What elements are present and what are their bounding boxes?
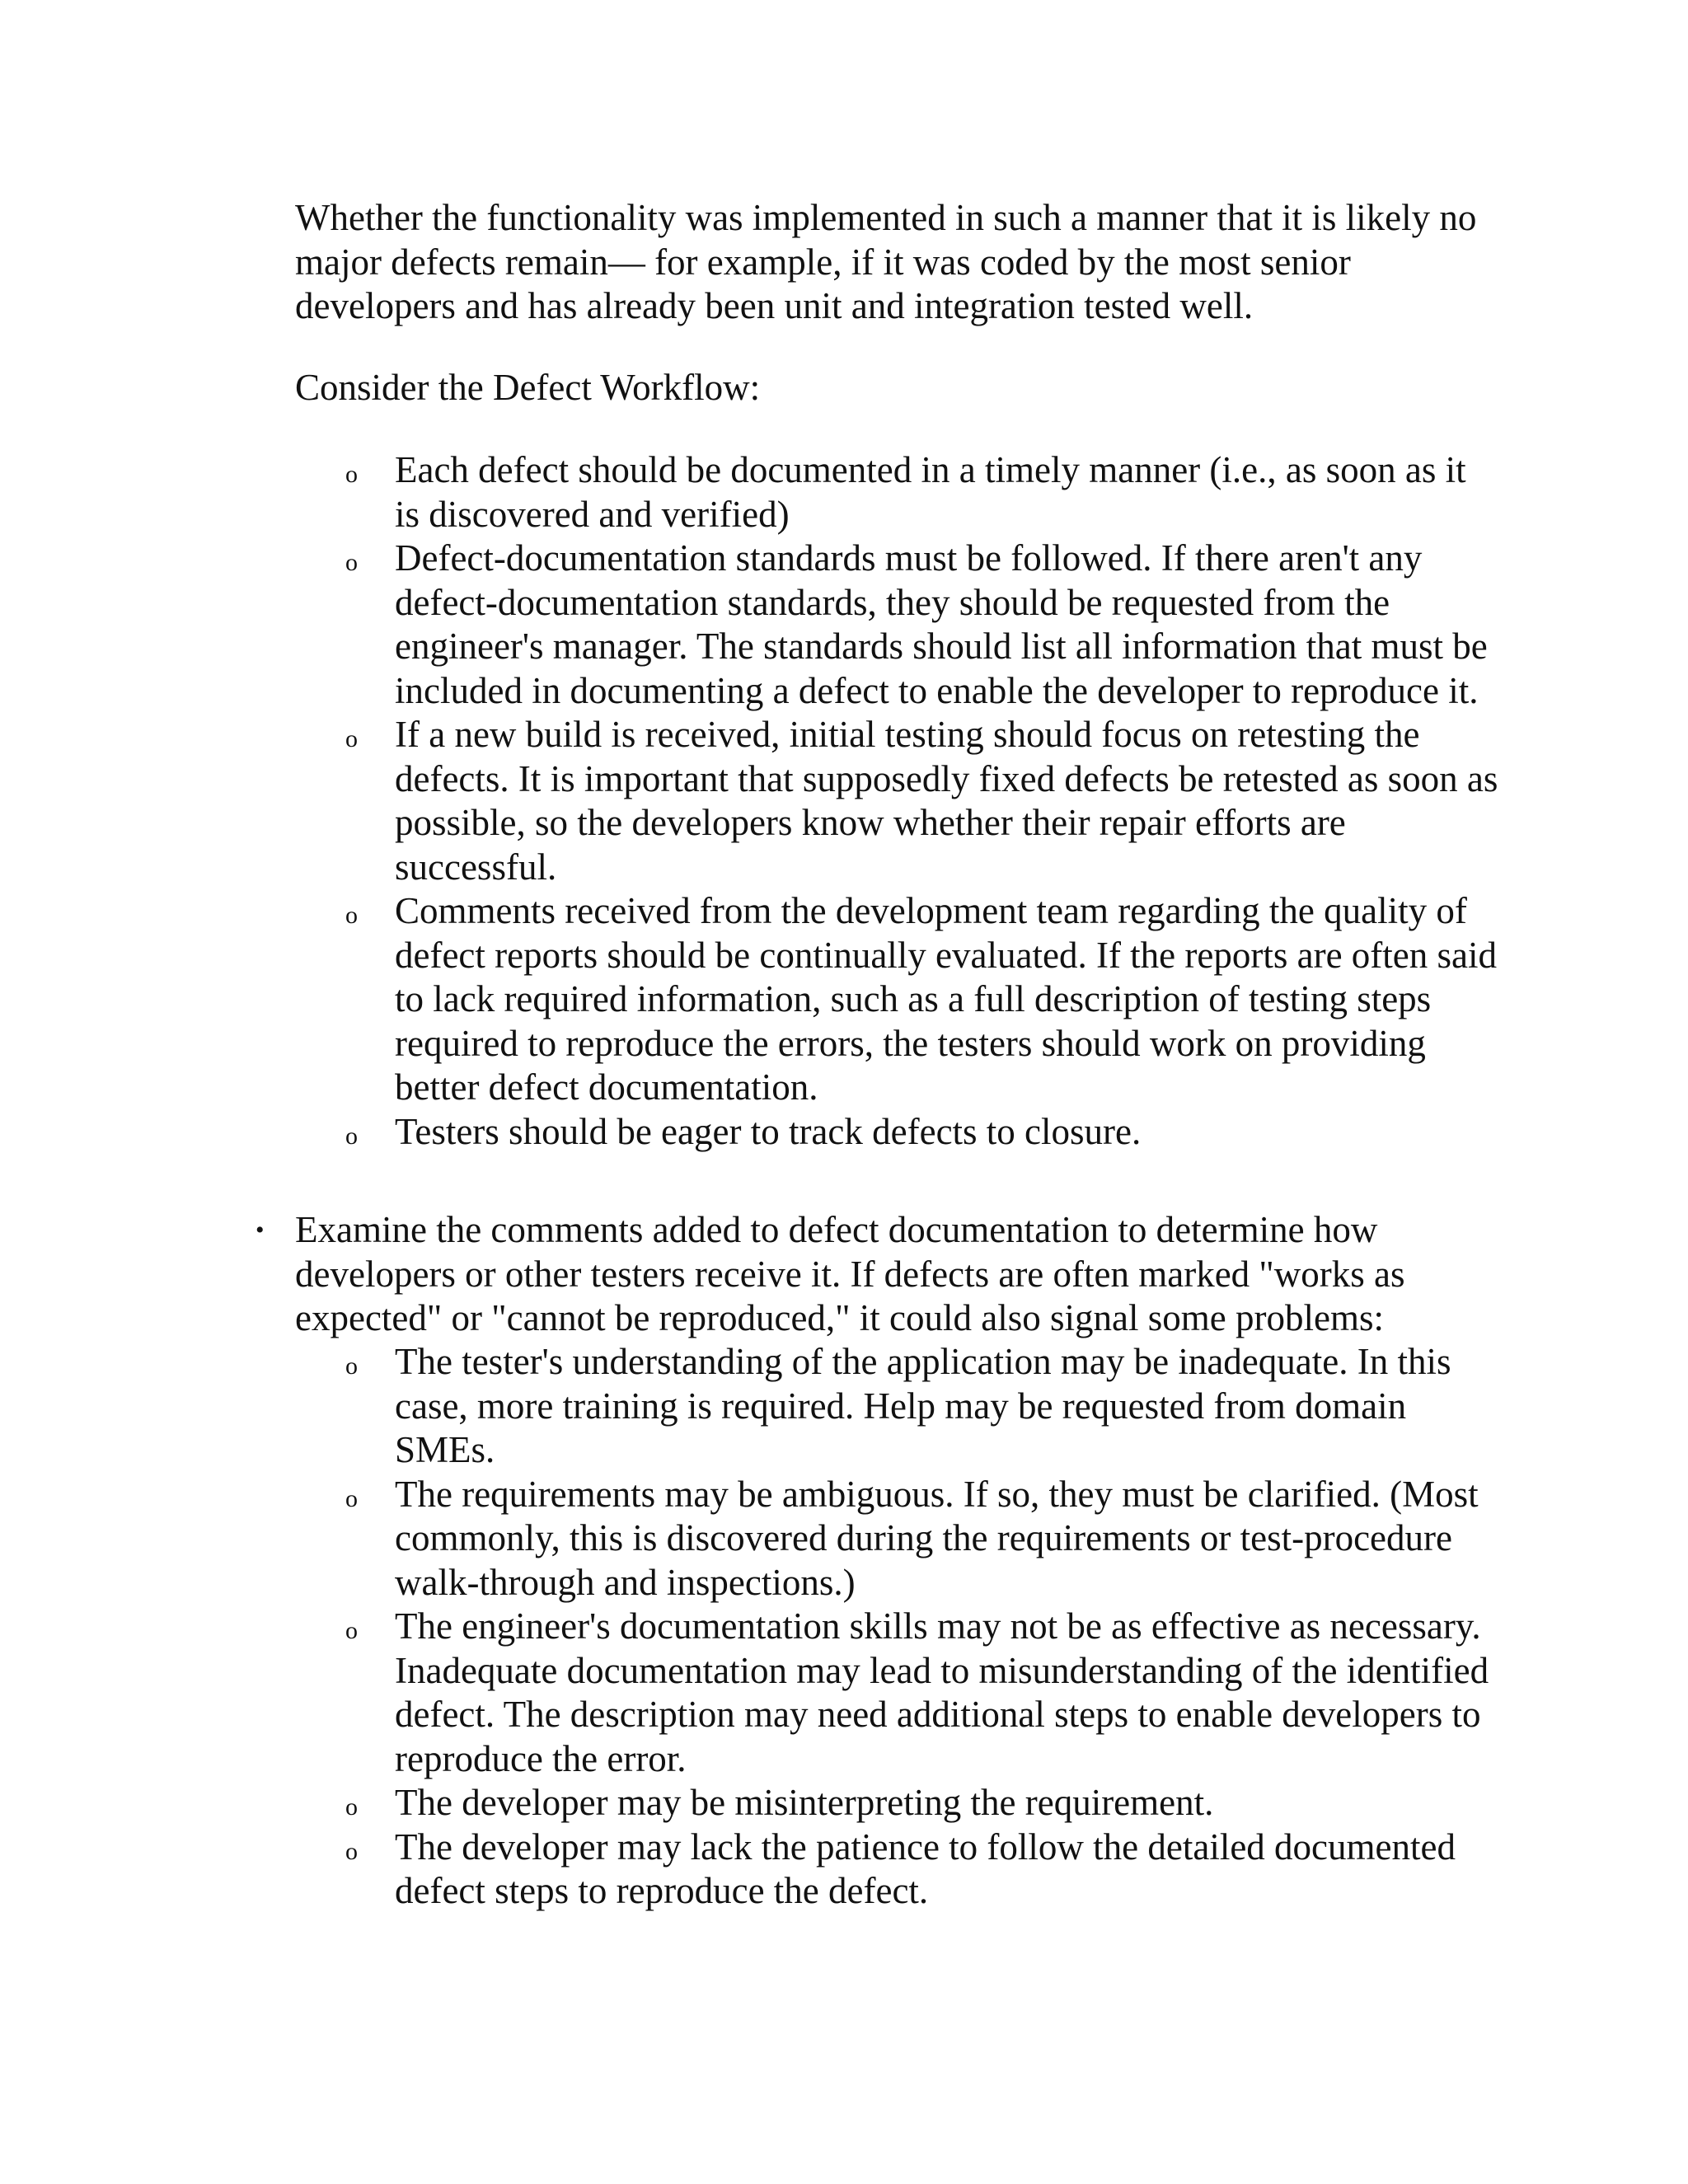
circle-bullet-icon: o bbox=[345, 1352, 358, 1380]
circle-bullet-icon: o bbox=[345, 1837, 358, 1865]
circle-bullet-icon: o bbox=[345, 1122, 358, 1150]
list-item bbox=[345, 537, 1499, 713]
circle-bullet-icon: o bbox=[345, 725, 358, 752]
examine-list bbox=[256, 1208, 1498, 1341]
intro-paragraph: Whether the functionality was implemented in such a manner that it is likely no major defects remain— for example, if it was coded by the most senior developers and has already been unit and integration tested well. bbox=[295, 197, 1477, 326]
circle-bullet-icon: o bbox=[345, 1617, 358, 1644]
list-item-text: If a new build is received, initial testing should focus on retesting the defects. It is important that supposedly fixed defects be retested as soon as possible, so the developers know whether their repair efforts are successful. bbox=[395, 714, 1498, 888]
list-item bbox=[345, 448, 1499, 537]
circle-bullet-icon: o bbox=[345, 1484, 358, 1512]
list-item bbox=[345, 1825, 1499, 1914]
list-item bbox=[345, 1110, 1499, 1155]
list-item bbox=[256, 1208, 1498, 1341]
circle-bullet-icon: o bbox=[345, 549, 358, 576]
list-item-text: The engineer's documentation skills may not be as effective as necessary. Inadequate documentation may lead to misunderstanding of the identified defect. The description may need additional steps to enable developers to reproduce the error. bbox=[395, 1605, 1489, 1779]
list-item bbox=[345, 1781, 1499, 1825]
defect-workflow-heading: Consider the Defect Workflow: bbox=[295, 367, 761, 408]
circle-bullet-icon: o bbox=[345, 1793, 358, 1821]
circle-bullet-icon: o bbox=[345, 902, 358, 929]
list-item-text: Comments received from the development team regarding the quality of defect reports should be continually evaluated. If the reports are often said to lack required information, such as a full description of testing steps required to reproduce the errors, the testers should work on providing better defect documentation. bbox=[395, 890, 1497, 1108]
list-item-text: The developer may lack the patience to follow the detailed documented defect steps to reproduce the defect. bbox=[395, 1825, 1456, 1911]
list-item bbox=[345, 1473, 1499, 1605]
list-item bbox=[345, 713, 1499, 889]
bullet-icon: • bbox=[256, 1216, 265, 1244]
list-item-text: The requirements may be ambiguous. If so, they must be clarified. (Most commonly, this is discovered during the requirements or test-procedure walk-through and inspections.) bbox=[395, 1473, 1479, 1603]
list-item-text: Testers should be eager to track defects to closure. bbox=[395, 1110, 1142, 1152]
list-item bbox=[345, 1605, 1499, 1781]
list-item-text: Defect-documentation standards must be followed. If there aren't any defect-documentation standards, they should be requested from the engineer's manager. The standards should list all information that must be included in documenting a defect to enable the developer to reproduce it. bbox=[395, 537, 1488, 711]
list-item bbox=[345, 1340, 1499, 1473]
defect-workflow-list bbox=[345, 448, 1499, 1154]
list-item-text: The developer may be misinterpreting the requirement. bbox=[395, 1782, 1214, 1823]
list-item-text: The tester's understanding of the application may be inadequate. In this case, more training is required. Help may be requested from domain SMEs. bbox=[395, 1341, 1451, 1470]
problems-list bbox=[345, 1340, 1499, 1914]
examine-paragraph: Examine the comments added to defect documentation to determine how developers or other testers receive it. If defects are often marked "works as expected" or "cannot be reproduced," it could also signal some problems: bbox=[295, 1209, 1405, 1338]
list-item-text: Each defect should be documented in a timely manner (i.e., as soon as it is discovered and verified) bbox=[395, 449, 1466, 535]
list-item bbox=[345, 889, 1499, 1110]
circle-bullet-icon: o bbox=[345, 461, 358, 488]
